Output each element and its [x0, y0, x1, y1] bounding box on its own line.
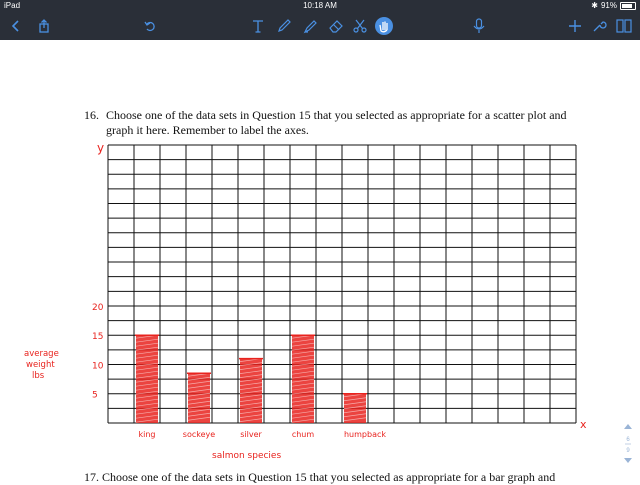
- x-tick-label: silver: [240, 430, 262, 439]
- hand-icon[interactable]: [372, 14, 396, 38]
- device-name: iPad: [4, 1, 21, 10]
- share-icon[interactable]: [32, 14, 56, 38]
- y-tick-label: 15: [92, 332, 104, 343]
- page-scroll-indicator[interactable]: [622, 422, 634, 466]
- microphone-icon[interactable]: [467, 14, 491, 38]
- y-tick-label: 20: [92, 302, 104, 313]
- battery-percent: 91%: [600, 1, 617, 10]
- toolbar: [0, 12, 640, 40]
- y-axis-letter: y: [97, 141, 105, 155]
- page-up-icon[interactable]: [624, 424, 632, 429]
- question-17-partial: 17. Choose one of the data sets in Question 15 that you selected as appropriate for a bar graph and: [84, 470, 556, 484]
- text-tool-icon[interactable]: [246, 14, 270, 38]
- clock: 10:18 AM: [303, 1, 337, 10]
- eraser-icon[interactable]: [324, 14, 348, 38]
- bluetooth-icon: ✱: [591, 1, 598, 10]
- x-tick-label: humpback: [343, 430, 387, 439]
- page-down-icon[interactable]: [624, 458, 632, 463]
- scissors-icon[interactable]: [348, 14, 372, 38]
- x-tick-label: sockeye: [182, 430, 216, 439]
- x-tick-labels: [138, 430, 386, 439]
- x-tick-label: chum: [291, 430, 315, 439]
- chevron-left-icon[interactable]: [4, 14, 28, 38]
- status-bar: [0, 0, 640, 12]
- y-tick-label: 5: [92, 390, 98, 401]
- battery-icon: [620, 2, 636, 10]
- plus-icon[interactable]: [563, 14, 587, 38]
- question-16-number: 16.: [84, 108, 99, 122]
- question-16-line1: Choose one of the data sets in Question 15 that you selected as appropriate for a scatter plot and: [106, 108, 567, 122]
- status-right: [591, 1, 636, 10]
- undo-icon[interactable]: [138, 14, 162, 38]
- y-tick-label: 10: [92, 361, 104, 372]
- page-total: 9: [626, 448, 630, 454]
- page-current: 6: [626, 437, 630, 443]
- y-axis-label-line-3: lbs: [32, 371, 45, 381]
- grid-lines: [108, 145, 576, 423]
- page-view-icon[interactable]: [612, 14, 636, 38]
- x-axis-letter: x: [580, 418, 587, 431]
- y-tick-labels: [92, 303, 104, 401]
- graph-area[interactable]: [0, 40, 640, 480]
- pen-icon[interactable]: [272, 14, 296, 38]
- x-axis-label: salmon species: [212, 451, 282, 461]
- y-axis-label-line-2: weight: [26, 360, 55, 370]
- x-tick-label: king: [138, 430, 156, 439]
- wrench-icon[interactable]: [587, 14, 611, 38]
- highlighter-icon[interactable]: [298, 14, 322, 38]
- y-axis-label-line-1: average: [24, 349, 59, 359]
- question-16-line2: graph it here. Remember to label the axes.: [106, 123, 309, 137]
